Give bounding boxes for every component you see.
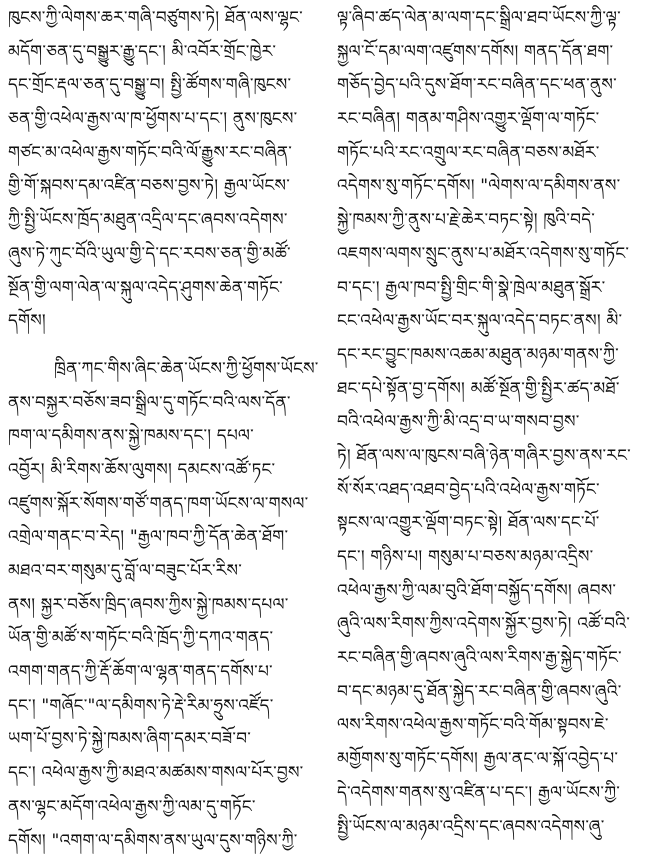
text-line: སྔོན་གྱི་ལག་ལེན་ལ་སྐུལ་འདེད་ཤུགས་ཆེན་གཏོང་ (8, 272, 320, 306)
text-line: གཙང་མ་འཕེལ་རྒྱས་གཏོང་བའི་ལོ་རྒྱུས་རང་བཞིན་ (8, 137, 320, 171)
text-line: སོ་སོར་འཐད་འཐབ་བྱེད་པའི་འཕེལ་རྒྱས་གཏོང་ (337, 474, 643, 508)
text-line: དང་། འཕེལ་རྒྱས་ཀྱི་མཐའ་མཚམས་གསལ་པོར་བྱས་ (8, 757, 320, 791)
text-line: ངང་འཕེལ་རྒྱས་ཡོང་བར་སྐུལ་འདེད་བཏང་ནས། མི་ (337, 305, 643, 339)
text-line: བའི་འཕེལ་རྒྱས་ཀྱི་མི་འདྲ་བ་ཡ་གསབ་བྱས་ (337, 406, 643, 440)
text-line: ཐང་དཔེ་སྟོན་བྱ་དགོས། མཚོ་སྔོན་གྱི་སྤྱིར་ཚད་མཐོ་ (337, 373, 643, 407)
text-line: གཅོད་བྱེད་པའི་དུས་ཐོག་རང་བཞིན་དང་ཕན་ནུས་ (337, 69, 643, 103)
text-line: དེ་འདེགས་གནས་སུ་འཛིན་པ་དང་། རྒྱལ་ཡོངས་ཀྱི་ (337, 777, 643, 811)
text-line: འདེགས་སུ་གཏོང་དགོས། "ལེགས་ལ་དམིགས་ནས་ (337, 170, 643, 204)
text-line: ཁྲིན་ཀང་གིས་ཞིང་ཆེན་ཡོངས་ཀྱི་ཕྱོགས་ཡོངས་ (8, 353, 320, 387)
text-line: ཡོན་གྱི་མཚོ་ས་གཏོང་བའི་ཁྲོད་ཀྱི་དཀའ་གནད་ (8, 622, 320, 656)
text-line: ཀྱི་སྤྱི་ཡོངས་ཁྲོད་མཐུན་འདྲིལ་དང་ཞབས་འདེགས་ (8, 204, 320, 238)
text-line: དང་། "གཞོང་"ལ་དམིགས་ཏེ་རྡེ་རིམ་ཧྲུས་འཛོད་ (8, 690, 320, 724)
text-line: དགོས། "འགག་ལ་དམིགས་ནས་ཡུལ་དུས་གཉིས་ཀྱི་ (8, 825, 320, 858)
text-line: སྐྱེ་ཁམས་ཀྱི་ནུས་པ་རྗེ་ཆེར་བཏང་སྟེ། ཁུའི་བདེ་ (337, 204, 643, 238)
text-line: དགོས། (8, 305, 320, 339)
text-line: སྤྱི་ཡོངས་ལ་མཉམ་འདྲིས་དང་ཞབས་འདེགས་ཞུ་ (337, 811, 643, 845)
text-line: ནས་བསྐྱར་བཅོས་ཟབ་སྒྲིལ་དུ་གཏོང་བའི་ལས་དོན་ (8, 387, 320, 421)
text-line: ཏེ། ཐོན་ལས་ལ་ཁུངས་བཞི་ཉེན་གཞིར་བྱས་ནས་རང་ (337, 440, 643, 474)
text-line: ཁུངས་ཀྱི་ལེགས་ཆར་གཞི་བཙུགས་ཏེ། ཐོན་ལས་ལྷང་ (8, 2, 320, 36)
text-line: རང་བཞིན་གྱི་ཞབས་ཞུའི་ལས་རིགས་རྒྱ་སྐྱེད་གཏོང་ (337, 642, 643, 676)
text-line: གཏོང་པའི་རང་འགྲུལ་རང་བཞིན་བཅས་མཐོར་ (337, 137, 643, 171)
text-line: སྐྱལ་ངོ་དམ་ལག་འཛུགས་དགོས། གནད་དོན་ཐག་ (337, 36, 643, 70)
text-line: བ་དང་མཉམ་དུ་ཐོན་སྐྱེད་རང་བཞིན་གྱི་ཞབས་ཞུའི་ (337, 676, 643, 710)
text-line: འཕེལ་རྒྱས་ཀྱི་ལམ་བུའི་ཐོག་བསྐྱོད་དགོས། ཞབས་ (337, 575, 643, 609)
text-line: ལས་རིགས་འཕེལ་རྒྱས་གཏོང་བའི་གོམ་སྟབས་ཇེ་ (337, 709, 643, 743)
text-line: ཞུའི་ལས་རིགས་ཀྱིས་འདེགས་སྐྱོར་བྱས་ཏེ། འཚོ་བའི་ (337, 608, 643, 642)
text-line: འགྲེལ་གནང་བ་རེད། "རྒྱལ་ཁབ་ཀྱི་དོན་ཆེན་ཐོག་ (8, 521, 320, 555)
text-line: ཅན་གྱི་འཕེལ་རྒྱས་ལ་ཁ་ཕྱོགས་པ་དང་། ནུས་ཁུངས་ (8, 103, 320, 137)
left-paragraph-1 (8, 2, 320, 339)
text-line: ཞུས་ཏེ་ཀུང་བོའི་ཡུལ་གྱི་དེ་དང་རབས་ཅན་གྱི་མཚོ་ (8, 238, 320, 272)
text-line: དང་རང་བྱུང་ཁམས་འཆམ་མཐུན་མཉམ་གནས་ཀྱི་ (337, 339, 643, 373)
text-line: མགྱོགས་སུ་གཏོང་དགོས། རྒྱལ་ནང་ལ་སྐོ་འབྱེད་པ་ (337, 743, 643, 777)
column-gutter (327, 0, 328, 820)
paragraph-spacer (8, 339, 320, 353)
text-line: ནས་ལྷང་མདོག་འཕེལ་རྒྱས་ཀྱི་ལམ་དུ་གཏོང་ (8, 791, 320, 825)
right-paragraph-1 (337, 2, 643, 844)
text-line: འགག་གནད་ཀྱི་རྡོ་ཆོག་ལ་ལྷན་གནད་དགོས་པ་ (8, 656, 320, 690)
text-line: བ་དང་། རྒྱལ་ཁབ་སྤྱི་གྲིང་གི་སྣེ་ཁྲེལ་མཐུན་སྒྲོར་ (337, 272, 643, 306)
text-line: དང་། གཉིས་པ། གསུམ་པ་བཅས་མཉམ་འདྲིས་ (337, 541, 643, 575)
text-line: ཁག་ལ་དམིགས་ནས་སྐྱེ་ཁམས་དང་། དཔལ་ (8, 420, 320, 454)
left-text-column (8, 2, 320, 820)
text-line: ནས། སྐྱར་བཅོས་ཁྲིད་ཞབས་ཀྱིས་སྐྱེ་ཁམས་དཔལ་ (8, 589, 320, 623)
text-line: ཡག་པོ་བྱས་ཏེ་སྐྱེ་ཁམས་ཞིག་དམར་བཟོ་བ་ (8, 723, 320, 757)
right-text-column (337, 2, 643, 820)
text-line: འབྱོར། མི་རིགས་ཆོས་ལུགས། དམངས་འཚོ་ཏང་ (8, 454, 320, 488)
text-line: འཛུགས་སྐོར་སོགས་གཙོ་གནད་ཁག་ཡོངས་ལ་གསལ་ (8, 488, 320, 522)
text-line: མདོག་ཅན་དུ་བསྒྱུར་རྒྱུ་དང་། མི་འབོར་གྲོང་ཁྱེར་ (8, 36, 320, 70)
text-line: འཇགས་ལགས་སྲུང་ནུས་པ་མཐོར་འདེགས་སུ་གཏོང་ (337, 238, 643, 272)
text-line: ལྟ་ཞིབ་ཚད་ལེན་མ་ལག་དང་སྒྲིལ་ཐབ་ཡོངས་ཀྱི་ལྟ་ (337, 2, 643, 36)
left-paragraph-2 (8, 353, 320, 858)
text-line: སྟངས་ལ་འགྱུར་ལྡོག་བཏང་སྟེ། ཐོན་ལས་དང་པོ་ (337, 507, 643, 541)
text-line: གྱི་གོ་སྐབས་དམ་འཛིན་བཅས་བྱས་ཏེ། རྒྱལ་ཡོངས་ (8, 170, 320, 204)
text-line: མཐའ་བར་གསུམ་དུ་བློ་ལ་བཟུང་པོར་རིས་ (8, 555, 320, 589)
text-line: དང་གྲོང་རྡལ་ཅན་དུ་བསྒྱུ་བ། སྤྱི་ཚོགས་གཞི་ཁུངས་ (8, 69, 320, 103)
text-line: རང་བཞིན། གནམ་གཤིས་འགྱུར་ལྡོག་ལ་གཏོང་ (337, 103, 643, 137)
